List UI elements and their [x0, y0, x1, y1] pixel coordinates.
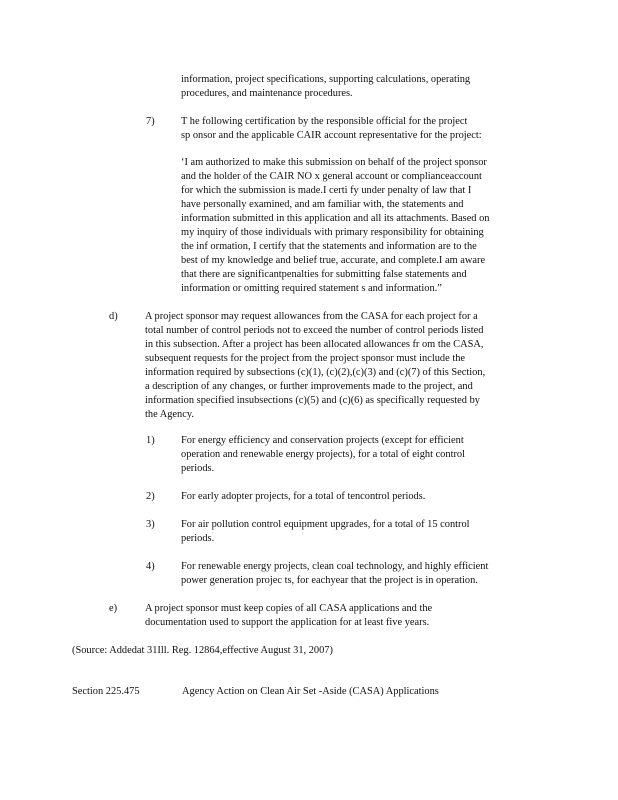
text-line: periods.	[181, 533, 215, 544]
sub-item-2-label: 2)	[146, 491, 155, 502]
text-line: for which the submission is made.I certi fy under penalty of law that I	[181, 185, 472, 196]
certification-quote	[181, 156, 490, 296]
section-e-paragraph	[145, 602, 432, 630]
text-line: documentation used to support the application for at least five years.	[145, 617, 430, 628]
section-e-label: e)	[109, 603, 118, 614]
sub-item-1-paragraph	[181, 434, 465, 476]
text-line: have personally examined, and am familiar with, the statements and	[181, 199, 464, 210]
text-line: and the holder of the CAIR NO x general account or complianceaccount	[181, 171, 482, 182]
sub-item-4-label: 4)	[146, 561, 155, 572]
text-line: operation and renewable energy projects), for a total of eight control	[181, 449, 465, 460]
text-line: sp onsor and the applicable CAIR account representative for the project:	[181, 130, 482, 141]
item-7-paragraph	[181, 115, 482, 143]
section-number: Section 225.475	[72, 686, 140, 697]
text-line: information required by subsections (c)(1), (c)(2),(c)(3) and (c)(7) of this Section,	[145, 367, 486, 378]
source-note: (Source: Addedat 31Ill. Reg. 12864,effective August 31, 2007)	[72, 645, 333, 656]
sub-item-2-paragraph	[181, 490, 425, 504]
text-line: information, project specifications, supporting calculations, operating	[181, 74, 471, 85]
section-title: Agency Action on Clean Air Set -Aside (CASA) Applications	[182, 686, 439, 697]
text-line: procedures, and maintenance procedures.	[181, 88, 353, 99]
text-line: ‘I am authorized to make this submission on behalf of the project sponsor	[181, 157, 487, 168]
text-line: subsequent requests for the project from the project sponsor must include the	[145, 353, 466, 364]
text-line: a description of any changes, or further improvements made to the project, and	[145, 381, 473, 392]
sub-item-3-label: 3)	[146, 519, 155, 530]
text-line: that there are significantpenalties for submitting false statements and	[181, 269, 467, 280]
text-line: power generation projec ts, for eachyear that the project is in operation.	[181, 575, 478, 586]
text-line: For renewable energy projects, clean coal technology, and highly efficient	[181, 561, 489, 572]
text-line: A project sponsor must keep copies of all CASA applications and the	[145, 603, 433, 614]
text-line: For air pollution control equipment upgrades, for a total of 15 control	[181, 519, 470, 530]
section-d-paragraph	[145, 310, 485, 422]
text-line: the Agency.	[145, 409, 194, 420]
text-line: For energy efficiency and conservation projects (except for efficient	[181, 435, 464, 446]
text-line: the inf ormation, I certify that the statements and information are to the	[181, 241, 477, 252]
text-line: information submitted in this application and all its attachments. Based on	[181, 213, 490, 224]
sub-item-4-paragraph	[181, 560, 488, 588]
text-line: my inquiry of those individuals with primary responsibility for obtaining	[181, 227, 484, 238]
text-line: For early adopter projects, for a total of tencontrol periods.	[181, 491, 426, 502]
sub-item-1-label: 1)	[146, 435, 155, 446]
section-d-label: d)	[109, 311, 118, 322]
text-line: information or omitting required statement s and information.”	[181, 283, 442, 294]
text-line: T he following certification by the responsible official for the project	[181, 116, 468, 127]
sub-item-3-paragraph	[181, 518, 470, 546]
intro-paragraph	[181, 73, 470, 101]
text-line: in this subsection. After a project has been allocated allowances fr om the CASA,	[145, 339, 484, 350]
text-line: periods.	[181, 463, 215, 474]
text-line: total number of control periods not to exceed the number of control periods listed	[145, 325, 484, 336]
item-7-label: 7)	[146, 116, 155, 127]
text-line: A project sponsor may request allowances from the CASA for each project for a	[145, 311, 478, 322]
text-line: best of my knowledge and belief true, accurate, and complete.I am aware	[181, 255, 486, 266]
text-line: information specified insubsections (c)(5) and (c)(6) as specifically requested by	[145, 395, 480, 406]
